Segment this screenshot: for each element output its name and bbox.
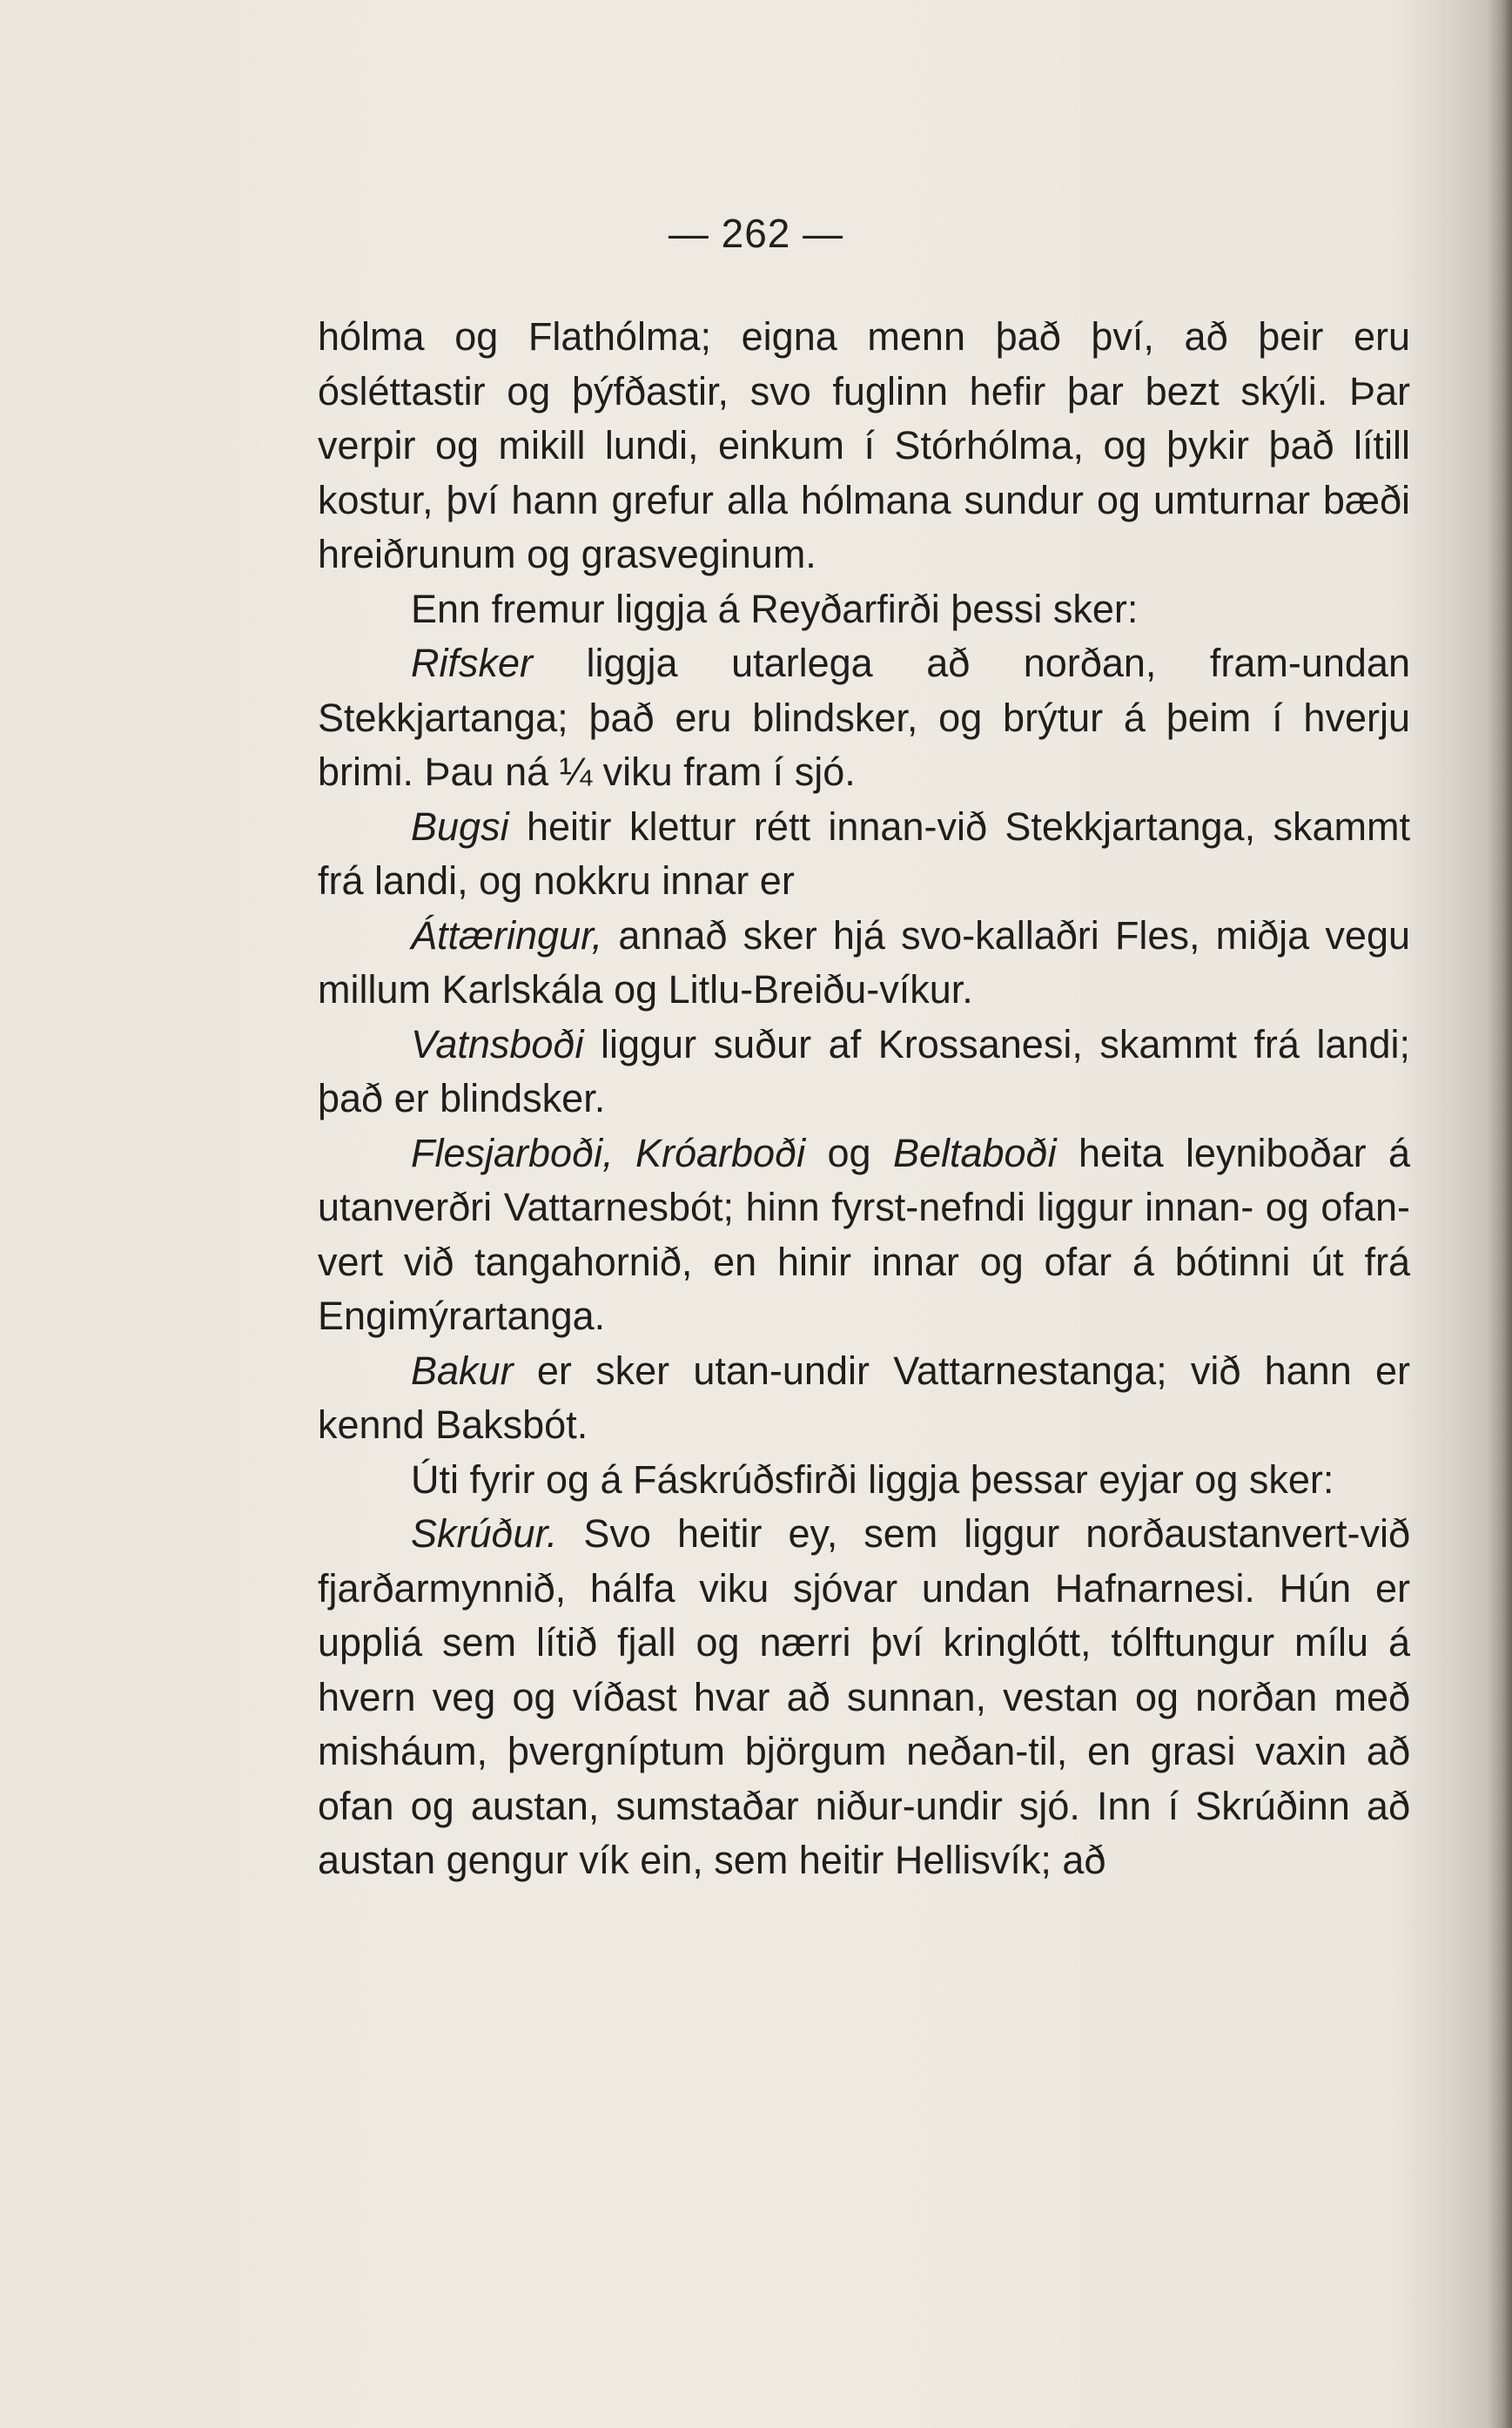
text-run: Enn fremur liggja á Reyðarfirði þessi sker: — [411, 586, 1139, 631]
paragraph — [318, 310, 1410, 582]
paragraph — [318, 1344, 1410, 1453]
text-run: Úti fyrir og á Fáskrúðsfirði liggja þessar eyjar og sker: — [411, 1456, 1334, 1502]
text-run: er sker utan-undir Vattarnestanga; við hann er kennd Baksbót. — [318, 1348, 1410, 1447]
text-run: liggur suður af Krossanesi, skammt frá landi; það er blindsker. — [318, 1021, 1410, 1120]
text-run: hólma og Flathólma; eigna menn það því, að þeir eru ósléttastir og þýfðastir, svo fuglinn hefir þar bezt skýli. Þar verpir og mikill lundi, einkum í Stórhólma, og þykir það lítill kostur, því hann grefur alla hólmana sundur og umturnar bæði hreiðrunum og grasveginum. — [318, 314, 1410, 576]
paragraph — [318, 1507, 1410, 1888]
italic-term: Vatnsboði — [411, 1021, 584, 1066]
text-run: heitir klettur rétt innan-við Stekkjartanga, skammt frá landi, og nokkru innar er — [318, 804, 1410, 903]
italic-term: Flesjarboði, Króarboði — [411, 1130, 806, 1175]
italic-term: Áttæringur, — [411, 912, 603, 958]
paragraph — [318, 909, 1410, 1018]
page-number: — 262 — — [668, 211, 844, 256]
italic-term: Bugsi — [411, 804, 509, 849]
text-run: liggja utarlega að norðan, fram-undan Stekkjartanga; það eru blindsker, og brýtur á þeim í hverju brimi. Þau ná ¼ viku fram í sjó. — [318, 641, 1410, 794]
paragraph — [318, 1018, 1410, 1127]
text-run: og — [805, 1130, 893, 1175]
italic-term: Beltaboði — [892, 1130, 1057, 1175]
body-text — [318, 310, 1410, 1888]
italic-term: Skrúður. — [411, 1511, 558, 1556]
paragraph — [318, 636, 1410, 800]
paragraph — [318, 800, 1410, 909]
italic-term: Bakur — [411, 1348, 514, 1393]
paragraph — [318, 582, 1410, 637]
text-run: heita leyniboðar á utanverðri Vattarnesbót; hinn fyrst-nefndi liggur innan- og ofan-vert við tangahornið, en hinir innar og ofar á bótinni út frá Engimýrartanga. — [318, 1130, 1410, 1338]
paragraph — [318, 1453, 1410, 1508]
text-run: annað sker hjá svo-kallaðri Fles, miðja vegu millum Karlskála og Litlu-Breiðu-víkur. — [318, 912, 1410, 1012]
paragraph — [318, 1127, 1410, 1344]
page-edge-shadow — [1488, 0, 1512, 2428]
italic-term: Rifsker — [411, 641, 534, 685]
text-run: Svo heitir ey, sem liggur norðaustanvert-við fjarðarmynnið, hálfa viku sjóvar undan Hafnarnesi. Hún er uppliá sem lítið fjall og nærri því kringlótt, tólftungur mílu á hvern veg og víðast hvar að sunnan, vestan og norðan með misháum, þvergníptum björgum neðan-til, en grasi vaxin að ofan og austan, sumstaðar niður-undir sjó. Inn í Skrúðinn að austan gengur vík ein, sem heitir Hellisvík; að — [318, 1511, 1410, 1882]
